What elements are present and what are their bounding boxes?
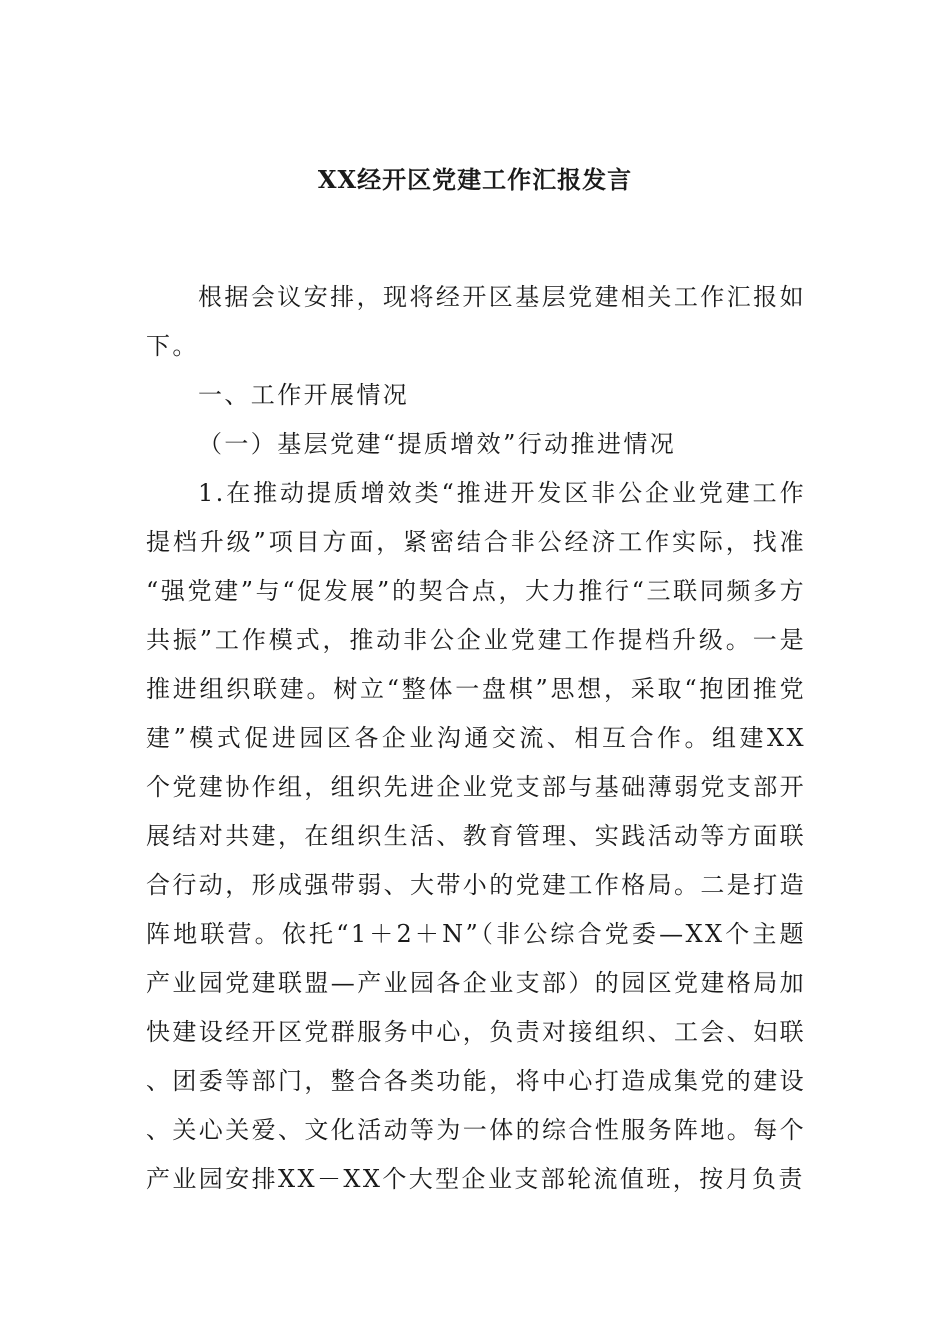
document-body <box>146 273 806 1204</box>
subsection-heading-1: （一）基层党建“提质增效”行动推进情况 <box>198 430 677 458</box>
section-heading-1: 一、工作开展情况 <box>198 381 410 409</box>
page-title: XX经开区党建工作汇报发言 <box>317 165 633 194</box>
body-paragraph-1: 1.在推动提质增效类“推进开发区非公企业党建工作提档升级”项目方面，紧密结合非公经济工作实际，找准“强党建”与“促发展”的契合点，大力推行“三联同频多方共振”工作模式，推动非公企业党建工作提档升级。一是推进组织联建。树立“整体一盘棋”思想，采取“抱团推党建”模式促进园区各企业沟通交流、相互合作。组建XX个党建协作组，组织先进企业党支部与基础薄弱党支部开展结对共建，在组织生活、教育管理、实践活动等方面联合行动，形成强带弱、大带小的党建工作格局。二是打造阵地联营。依托“1＋2＋N”（非公综合党委—XX个主题产业园党建联盟—产业园各企业支部）的园区党建格局加快建设经开区党群服务中心，负责对接组织、工会、妇联、团委等部门，整合各类功能，将中心打造成集党的建设、关心关爱、文化活动等为一体的综合性服务阵地。每个产业园安排XX－XX个大型企业支部轮流值班，按月负责 <box>146 479 806 1193</box>
intro-paragraph: 根据会议安排，现将经开区基层党建相关工作汇报如下。 <box>146 283 806 360</box>
